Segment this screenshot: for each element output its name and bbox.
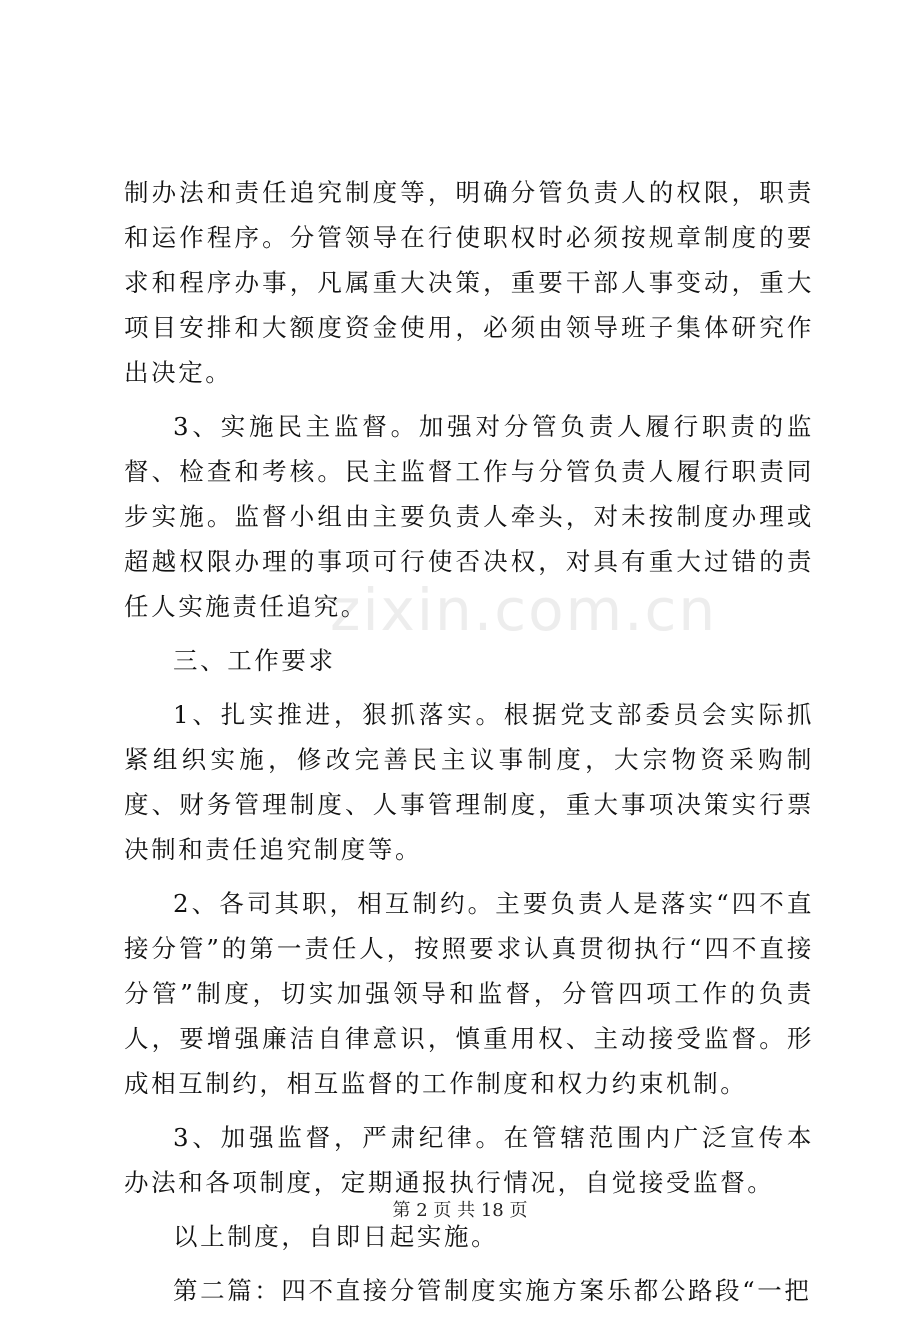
- paragraph-democratic-supervision: 3、实施民主监督。加强对分管负责人履行职责的监督、检查和考核。民主监督工作与分管负责人履行职责同步实施。监督小组由主要负责人牵头，对未按制度办理或超越权限办理的事项可行使否决权，对具有重大过错的责任人实施责任追究。: [124, 412, 814, 621]
- paragraph-second-article-title: 第二篇：四不直接分管制度实施方案乐都公路段“一把: [173, 1276, 812, 1305]
- page-footer: 第 2 页 共 18 页: [392, 1200, 528, 1221]
- watermark: zixin.com.cn: [330, 576, 718, 644]
- document-body: [124, 170, 814, 1322]
- paragraph-implementation: 1、扎实推进，狠抓落实。根据党支部委员会实际抓紧组织实施，修改完善民主议事制度，大宗物资采购制度、财务管理制度、人事管理制度，重大事项决策实行票决制和责任追究制度等。: [124, 700, 814, 864]
- paragraph-effective-date: 以上制度，自即日起实施。: [173, 1222, 499, 1251]
- paragraph-discipline: 3、加强监督，严肃纪律。在管辖范围内广泛宣传本办法和各项制度，定期通报执行情况，自觉接受监督。: [124, 1123, 814, 1197]
- section-heading-work-requirements: 三、工作要求: [173, 646, 336, 675]
- paragraph-responsibilities: 2、各司其职，相互制约。主要负责人是落实“四不直接分管”的第一责任人，按照要求认真贯彻执行“四不直接分管”制度，切实加强领导和监督，分管四项工作的负责人，要增强廉洁自律意识，慎重用权、主动接受监督。形成相互制约，相互监督的工作制度和权力约束机制。: [124, 889, 814, 1098]
- paragraph-continuation: 制办法和责任追究制度等，明确分管负责人的权限，职责和运作程序。分管领导在行使职权时必须按规章制度的要求和程序办事，凡属重大决策，重要干部人事变动，重大项目安排和大额度资金使用，必须由领导班子集体研究作出决定。: [124, 178, 814, 387]
